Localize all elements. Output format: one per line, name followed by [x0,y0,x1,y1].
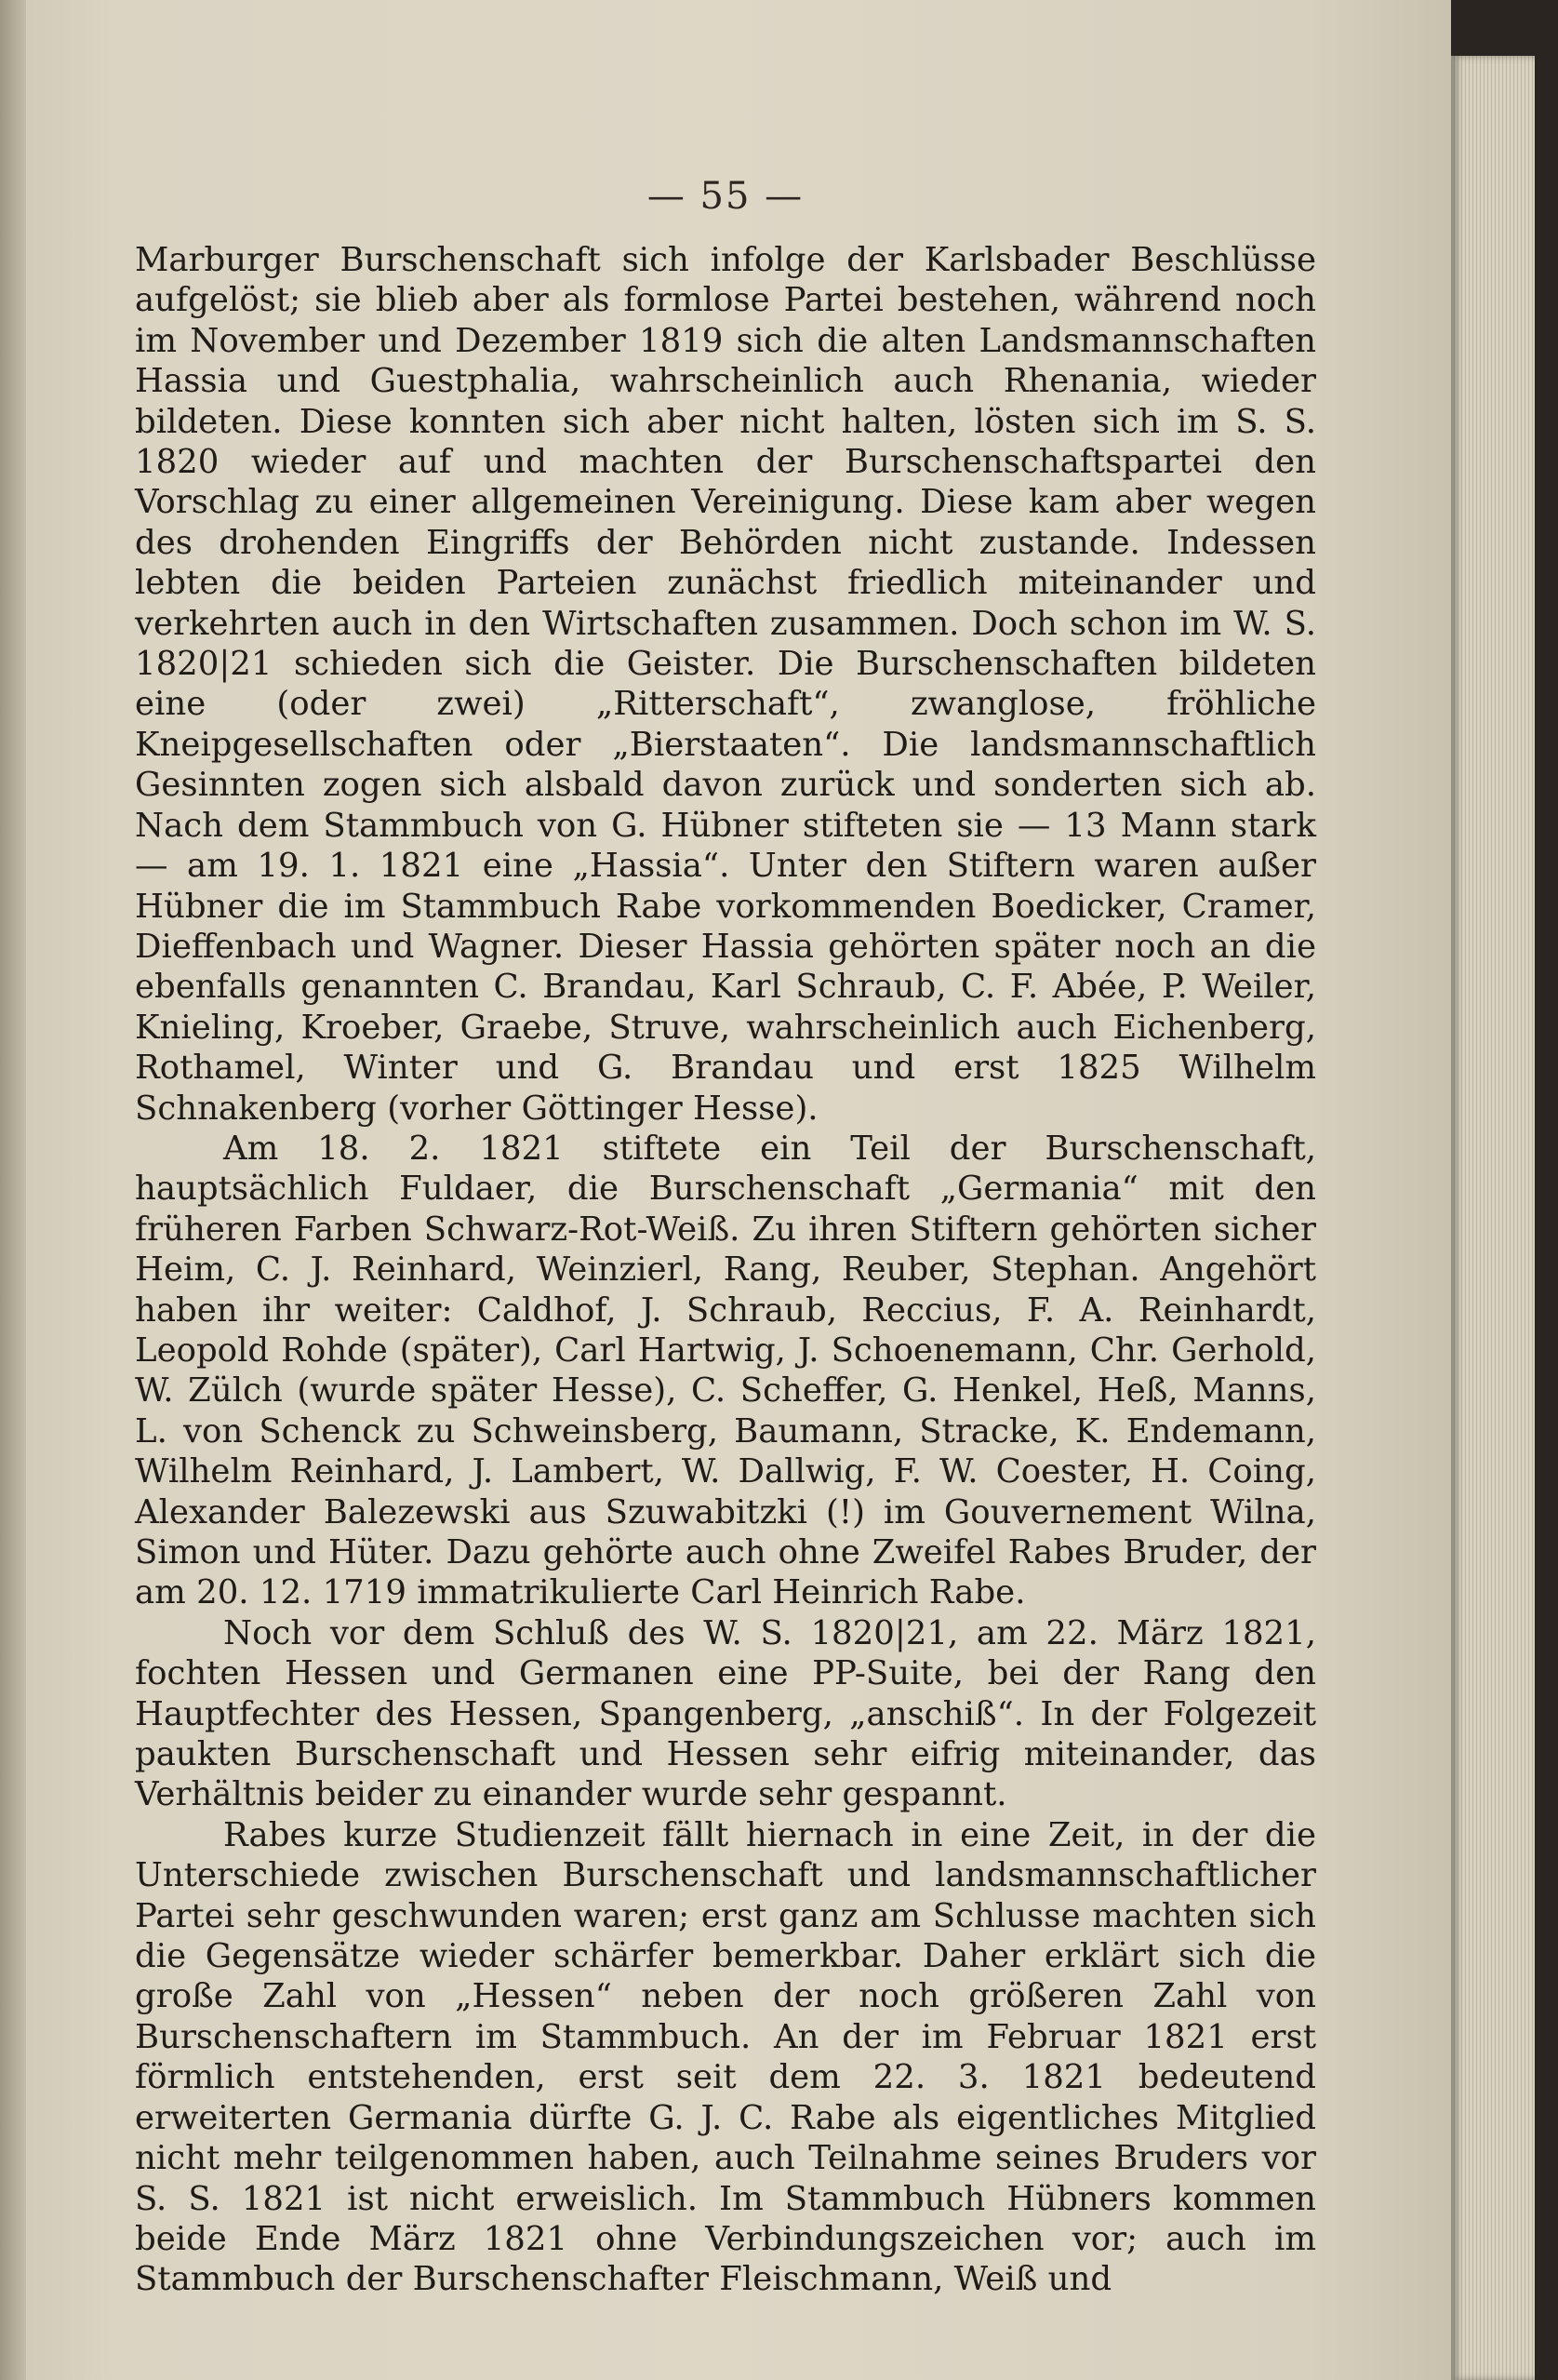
paragraph-2: Am 18. 2. 1821 stiftete ein Teil der Burschenschaft, hauptsächlich Fuldaer, die Burschenschaft „Germania“ mit den früheren Farben Schwarz-Rot-Weiß. Zu ihren Stiftern gehörten sicher Heim, C. J. Reinhard, Weinzierl, Rang, Reuber, Stephan. Angehört haben ihr weiter: Caldhof, J. Schraub, Reccius, F. A. Reinhardt, Leopold Rohde (später), Carl Hartwig, J. Schoenemann, Chr. Gerhold, W. Zülch (wurde später Hesse), C. Scheffer, G. Henkel, Heß, Manns, L. von Schenck zu Schweinsberg, Baumann, Stracke, K. Endemann, Wilhelm Reinhard, J. Lambert, W. Dallwig, F. W. Coester, H. Coing, Alexander Balezewski aus Szuwabitzki (!) im Gouvernement Wilna, Simon und Hüter. Dazu gehörte auch ohne Zweifel Rabes Bruder, der am 20. 12. 1719 immatrikulierte Carl Heinrich Rabe. [135,1129,1316,1612]
paragraph-3: Noch vor dem Schluß des W. S. 1820|21, am 22. März 1821, fochten Hessen und Germanen eine PP-Suite, bei der Rang den Hauptfechter des Hessen, Spangenberg, „anschiß“. In der Folgezeit paukten Burschenschaft und Hessen sehr eifrig miteinander, das Verhältnis beider zu einander wurde sehr gespannt. [135,1613,1316,1814]
body-text [135,240,1316,2300]
paragraph-4: Rabes kurze Studienzeit fällt hiernach in eine Zeit, in der die Unterschiede zwischen Burschenschaft und landsmannschaftlicher Partei sehr geschwunden waren; erst ganz am Schlusse machten sich die Gegensätze wieder schärfer bemerkbar. Daher erklärt sich die große Zahl von „Hessen“ neben der noch größeren Zahl von Burschenschaftern im Stammbuch. An der im Februar 1821 erst förmlich entstehenden, erst seit dem 22. 3. 1821 bedeutend erweiterten Germania dürfte G. J. C. Rabe als eigentliches Mitglied nicht mehr teilgenommen haben, auch Teilnahme seines Bruders vor S. S. 1821 ist nicht erweislich. Im Stammbuch Hübners kommen beide Ende März 1821 ohne Verbindungszeichen vor; auch im Stammbuch der Burschenschafter Fleischmann, Weiß und [135,1815,1316,2299]
page-number: — 55 — [646,175,805,218]
page-edges [1451,56,1535,2380]
paragraph-1: Marburger Burschenschaft sich infolge der Karlsbader Beschlüsse aufgelöst; sie blieb aber als formlose Partei bestehen, während noch im November und Dezember 1819 sich die alten Landsmannschaften Hassia und Guestphalia, wahrscheinlich auch Rhenania, wieder bildeten. Diese konnten sich aber nicht halten, lösten sich im S. S. 1820 wieder auf und machten der Burschenschaftspartei den Vorschlag zu einer allgemeinen Vereinigung. Diese kam aber wegen des drohenden Eingriffs der Behörden nicht zustande. Indessen lebten die beiden Parteien zunächst friedlich miteinander und verkehrten auch in den Wirtschaften zusammen. Doch schon im W. S. 1820|21 schieden sich die Geister. Die Burschenschaften bildeten eine (oder zwei) „Ritterschaft“, zwanglose, fröhliche Kneipgesellschaften oder „Bierstaaten“. Die landsmannschaftlich Gesinnten zogen sich alsbald davon zurück und sonderten sich ab. Nach dem Stammbuch von G. Hübner stifteten sie — 13 Mann stark — am 19. 1. 1821 eine „Hassia“. Unter den Stiftern waren außer Hübner die im Stammbuch Rabe vorkommenden Boedicker, Cramer, Dieffenbach und Wagner. Dieser Hassia gehörten später noch an die ebenfalls genannten C. Brandau, Karl Schraub, C. F. Abée, P. Weiler, Knieling, Kroeber, Graebe, Struve, wahrscheinlich auch Eichenberg, Rothamel, Winter und G. Brandau und erst 1825 Wilhelm Schnakenberg (vorher Göttinger Hesse). [135,241,1316,1128]
page-gutter [0,0,26,2380]
